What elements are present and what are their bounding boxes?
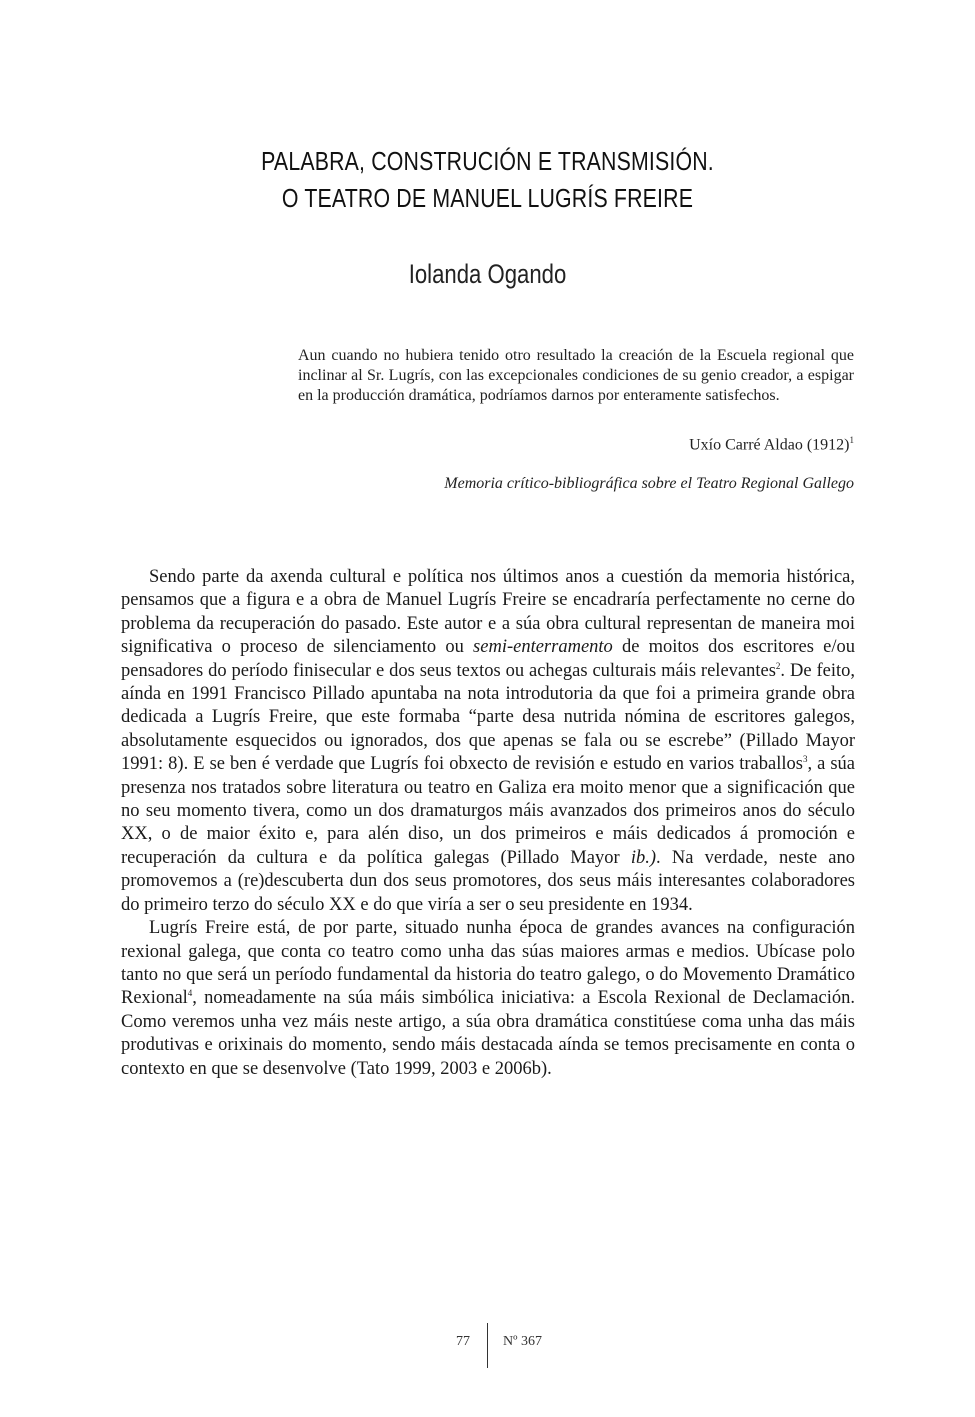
p1-text-d: , a súa presenza nos tratados sobre literatura ou teatro en Galiza era moito menor que a significación que no seu momento tivera, como un dos dramaturgos máis avanzados dos primeiros anos do século XX, o de maior éxito e, para alén diso, un dos primeiros e máis dedicados á promoción e recuperación da cultura e da política galegas (Pillado Mayor <box>121 754 855 868</box>
author-name: Iolanda Ogando <box>408 259 567 289</box>
footnote-ref-2: 2 <box>775 660 781 671</box>
article-body <box>121 566 855 1081</box>
footnote-ref-1: 1 <box>849 435 854 445</box>
issue-number: Nº 367 <box>503 1334 542 1349</box>
p1-text-a: Sendo parte da axenda cultural e política nos últimos anos a cuestión da memoria histórica, pensamos que a figura e a obra de Manuel Lugrís Freire se encadraría perfectamente no cerne do problema da recuperación do pasado. Este autor e a súa obra cultural representan de maneira moi significativa o proceso de silenciamento ou <box>121 567 855 658</box>
p1-italic-2: ib.) <box>630 847 657 868</box>
epigraph-attribution <box>689 430 854 455</box>
footer-divider <box>487 1323 488 1368</box>
paragraph-1 <box>121 566 855 917</box>
p1-italic-1: semi-enterramento <box>473 637 613 658</box>
p2-text-b: , nomeadamente na súa máis simbólica iniciativa: a Escola Rexional de Declamación. Como veremos unha vez máis neste artigo, a súa obra dramática constitúese coma unha das máis produtivas e orixinais do momento, sendo máis destacada aínda se temos precisamente en conta o contexto en que se desenvolve (Tato 1999, 2003 e 2006b). <box>121 988 855 1079</box>
p1-text-b: de moitos dos escritores e/ou pensadores do período finisecular e dos seus textos ou achegas culturais máis relevantes <box>121 637 855 681</box>
epigraph-source: Memoria crítico-bibliográfica sobre el Teatro Regional Gallego <box>444 475 854 492</box>
article-title <box>88 143 888 217</box>
title-line-1: PALABRA, CONSTRUCIÓN E TRANSMISIÓN. <box>261 146 714 176</box>
p2-text-a: Lugrís Freire está, de por parte, situado nunha época de grandes avances na configuración rexional galega, que conta co teatro como unha das súas maiores armas e medios. Ubícase polo tanto no que será un período fundamental da historia do teatro galego, o do Movemento Dramático Rexional <box>121 918 855 1009</box>
page-number: 77 <box>456 1334 470 1349</box>
epigraph-quote: Aun cuando no hubiera tenido otro resultado la creación de la Escuela regional que inclinar al Sr. Lugrís, con las excepcionales condiciones de su genio creador, a espigar en la producción dramática, podríamos darnos por enteramente satisfechos. <box>298 347 854 404</box>
footnote-ref-3: 3 <box>802 754 808 765</box>
attribution-text: Uxío Carré Aldao (1912) <box>689 436 850 454</box>
title-line-2: O TEATRO DE MANUEL LUGRÍS FREIRE <box>281 183 694 213</box>
p1-text-e: . Na verdade, neste ano promovemos a (re)descuberta dun dos seus promotores, dos seus máis interesantes colaboradores do primeiro terzo do século XX e do que viría a ser o seu presidente en 1934. <box>121 847 855 915</box>
paragraph-2 <box>121 917 855 1081</box>
p1-text-c: . De feito, aínda en 1991 Francisco Pillado apuntaba na nota introdutoria da que foi a primeira grande obra dedicada a Lugrís Freire, que este formaba “parte desa nutrida nómina de escritores galegos, absolutamente esquecidos ou ignorados, dos que apenas se fala ou se escrebe” (Pillado Mayor 1991: 8). E se ben é verdade que Lugrís foi obxecto de revisión e estudo en varios traballos <box>121 660 855 775</box>
footnote-ref-4: 4 <box>187 988 193 999</box>
